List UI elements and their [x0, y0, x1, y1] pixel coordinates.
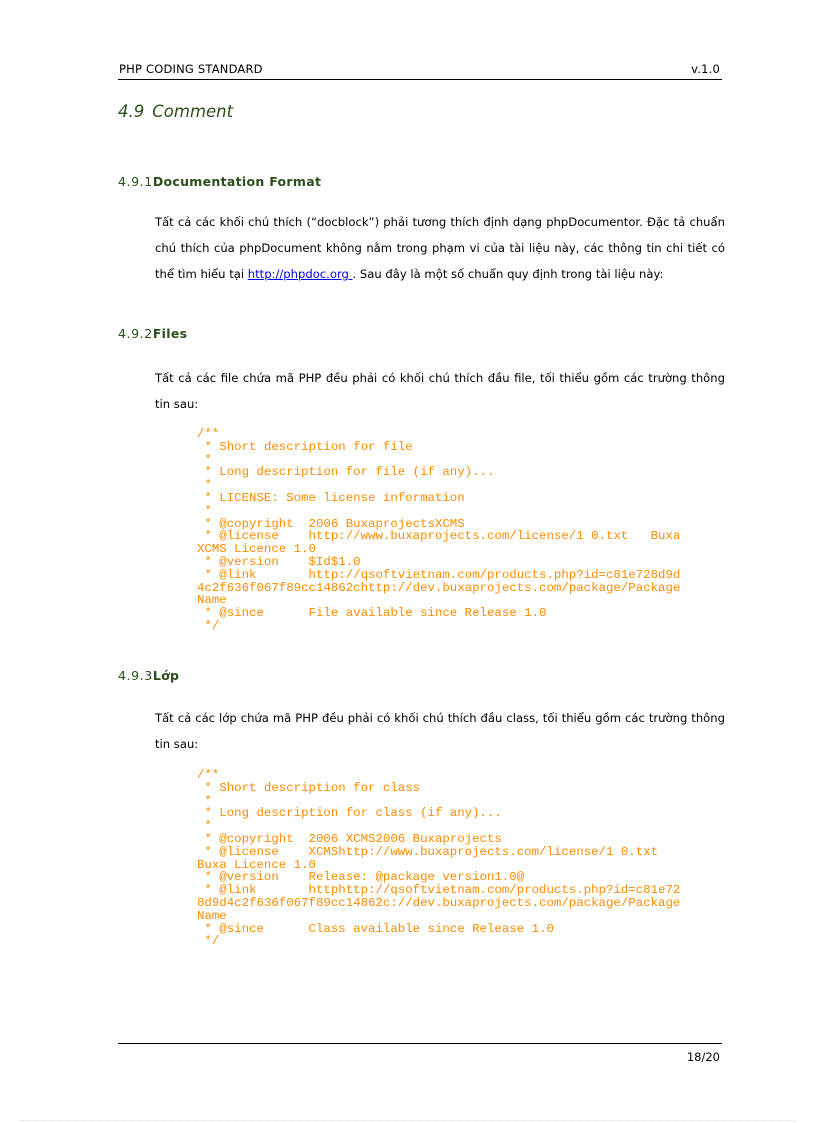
- class-docblock-code: /** * Short description for class * * Long description for class (if any)... * * @copyright 2006 XCMS2006 Buxaprojects * @license XCMShttp://www.buxaprojects.com/license/1 0.txt Buxa Licence 1.0 * @version Release: @package version1.0@ * @link httphttp://qsoftvietnam.com/products.php?id=c81e72 8d9d4c2f636f067f89cc14862c://dev.buxaprojects.com/package/Package Name * @since Class available since Release 1.0 */: [197, 768, 681, 949]
- document-title: PHP CODING STANDARD: [119, 62, 263, 76]
- paragraph-text: Tất cả các khối chú thích (“docblock”) phải tương thích định dạng phpDocumentor. Đặc tả chuẩn chú thích của phpDocument không nằm trong phạm vi của tài liệu này, các thông tin chi tiết có thể tìm hiểu tại: [155, 215, 725, 281]
- class-paragraph: Tất cả các lớp chứa mã PHP đều phải có khối chú thích đầu class, tối thiểu gồm các trường thông tin sau:: [155, 711, 725, 751]
- files-paragraph: Tất cả các file chứa mã PHP đều phải có khối chú thích đầu file, tối thiểu gồm các trường thông tin sau:: [155, 371, 725, 411]
- subsection-title: Files: [152, 326, 188, 341]
- subsection-number: 4.9.2: [118, 326, 153, 341]
- phpdoc-link[interactable]: http://phpdoc.org: [247, 267, 353, 281]
- paragraph-text-end: . Sau đây là một số chuẩn quy định trong tài liệu này:: [352, 267, 664, 281]
- section-number: 4.9: [118, 102, 145, 121]
- page-edge-divider: [20, 1120, 796, 1121]
- subsection-title: Documentation Format: [152, 174, 322, 189]
- documentation-format-paragraph: [155, 209, 725, 287]
- subsection-heading-files: [118, 326, 187, 341]
- section-title: Comment: [152, 102, 234, 121]
- page-footer: [118, 1043, 722, 1064]
- subsection-heading-documentation-format: [118, 174, 321, 189]
- document-version: v.1.0: [691, 62, 720, 76]
- subsection-title: Lớp: [152, 668, 180, 683]
- subsection-number: 4.9.3: [118, 668, 153, 683]
- section-heading: [118, 102, 233, 121]
- subsection-heading-class: [118, 668, 179, 683]
- file-docblock-code: /** * Short description for file * * Long description for file (if any)... * * LICENSE: Some license information * * @copyright 2006 BuxaprojectsXCMS * @license http://www.buxaprojects.com/license/1 0.txt Buxa XCMS Licence 1.0 * @version $Id$1.0 * @link http://qsoftvietnam.com/products.php?id=c81e728d9d 4c2f636f067f89cc14862chttp://dev.buxaprojects.com/package/Package Name * @since File available since Release 1.0 */: [197, 427, 681, 633]
- subsection-number: 4.9.1: [118, 174, 153, 189]
- page-number: 18/20: [686, 1050, 720, 1064]
- page-header: [118, 61, 722, 80]
